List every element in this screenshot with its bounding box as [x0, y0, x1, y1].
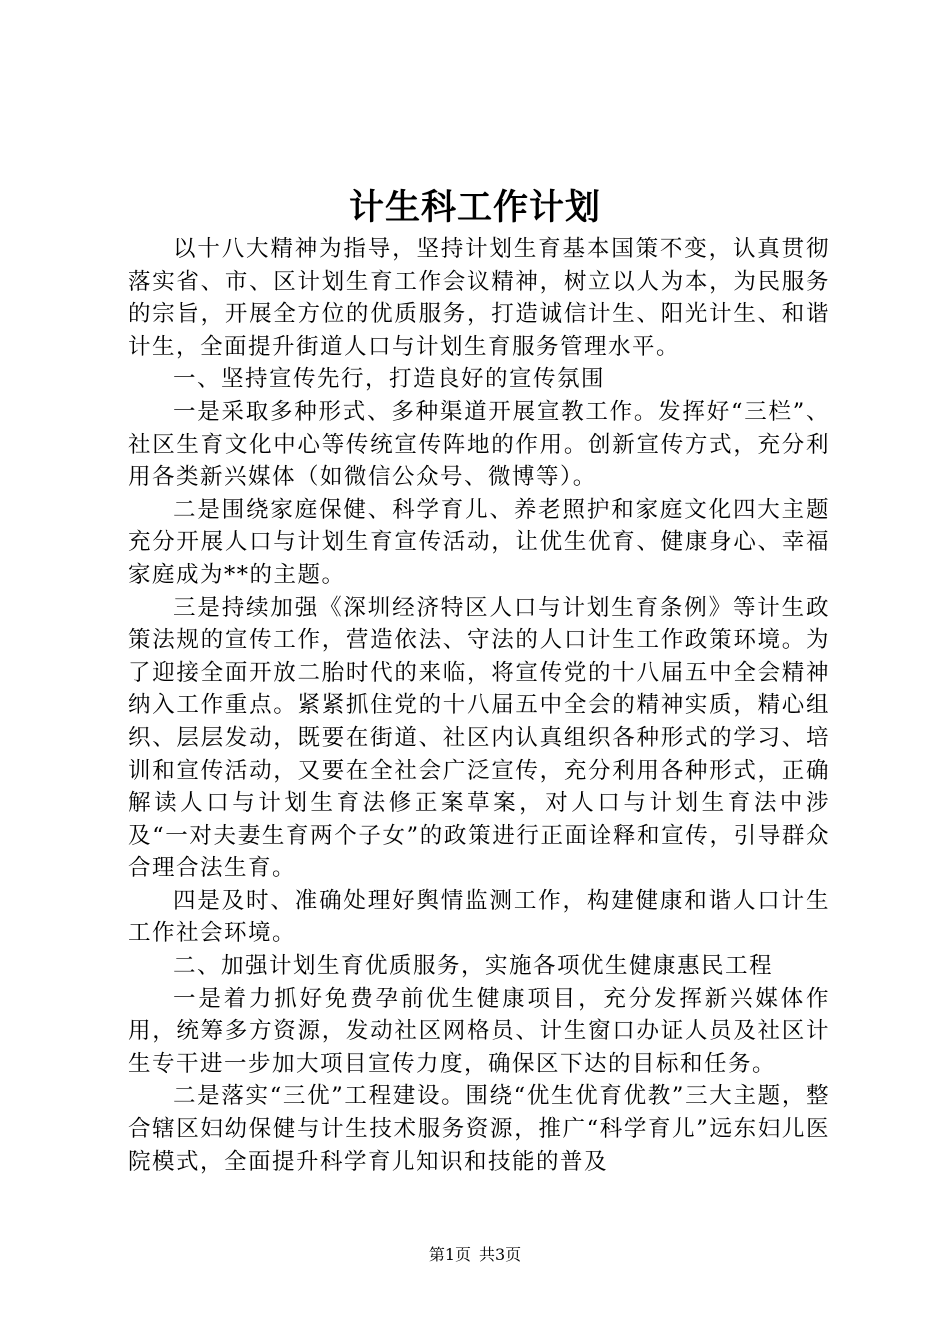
- paragraph: 一是着力抓好免费孕前优生健康项目，充分发挥新兴媒体作用，统筹多方资源，发动社区网格员、计生窗口办证人员及社区计生专干进一步加大项目宣传力度，确保区下达的目标和任务。: [128, 985, 830, 1077]
- paragraph: 二是落实“三优”工程建设。围绕“优生优育优教”三大主题，整合辖区妇幼保健与计生技术服务资源，推广“科学育儿”远东妇儿医院模式，全面提升科学育儿知识和技能的普及: [128, 1083, 830, 1175]
- paragraph-intro: 以十八大精神为指导，坚持计划生育基本国策不变，认真贯彻落实省、市、区计划生育工作会议精神，树立以人为本，为民服务的宗旨，开展全方位的优质服务，打造诚信计生、阳光计生、和谐计生，全面提升街道人口与计划生育服务管理水平。: [128, 236, 830, 360]
- section-heading-1: 一、坚持宣传先行，打造良好的宣传氛围: [173, 366, 606, 393]
- paragraph: 三是持续加强《深圳经济特区人口与计划生育条例》等计生政策法规的宣传工作，营造依法、守法的人口计生工作政策环境。为了迎接全面开放二胎时代的来临，将宣传党的十八届五中全会精神纳入工作重点。紧紧抓住党的十八届五中全会的精神实质，精心组织、层层发动，既要在街道、社区内认真组织各种形式的学习、培训和宣传活动，又要在全社会广泛宣传，充分利用各种形式，正确解读人口与计划生育法修正案草案，对人口与计划生育法中涉及“一对夫妻生育两个子女”的政策进行正面诠释和宣传，引导群众合理合法生育。: [128, 594, 830, 882]
- page-number: 第1页: [428, 1245, 471, 1264]
- page-footer: [0, 1244, 950, 1266]
- page-total: 共3页: [479, 1245, 522, 1264]
- paragraph: 二是围绕家庭保健、科学育儿、养老照护和家庭文化四大主题充分开展人口与计划生育宣传活动，让优生优育、健康身心、幸福家庭成为**的主题。: [128, 496, 830, 588]
- paragraph: 一是采取多种形式、多种渠道开展宣教工作。发挥好“三栏”、社区生育文化中心等传统宣传阵地的作用。创新宣传方式，充分利用各类新兴媒体（如微信公众号、微博等）。: [128, 398, 830, 491]
- section-heading-2: 二、加强计划生育优质服务，实施各项优生健康惠民工程: [173, 953, 774, 980]
- document-title: 计生科工作计划: [348, 187, 601, 228]
- paragraph: 四是及时、准确处理好舆情监测工作，构建健康和谐人口计生工作社会环境。: [128, 887, 830, 947]
- document-body: [128, 233, 830, 1178]
